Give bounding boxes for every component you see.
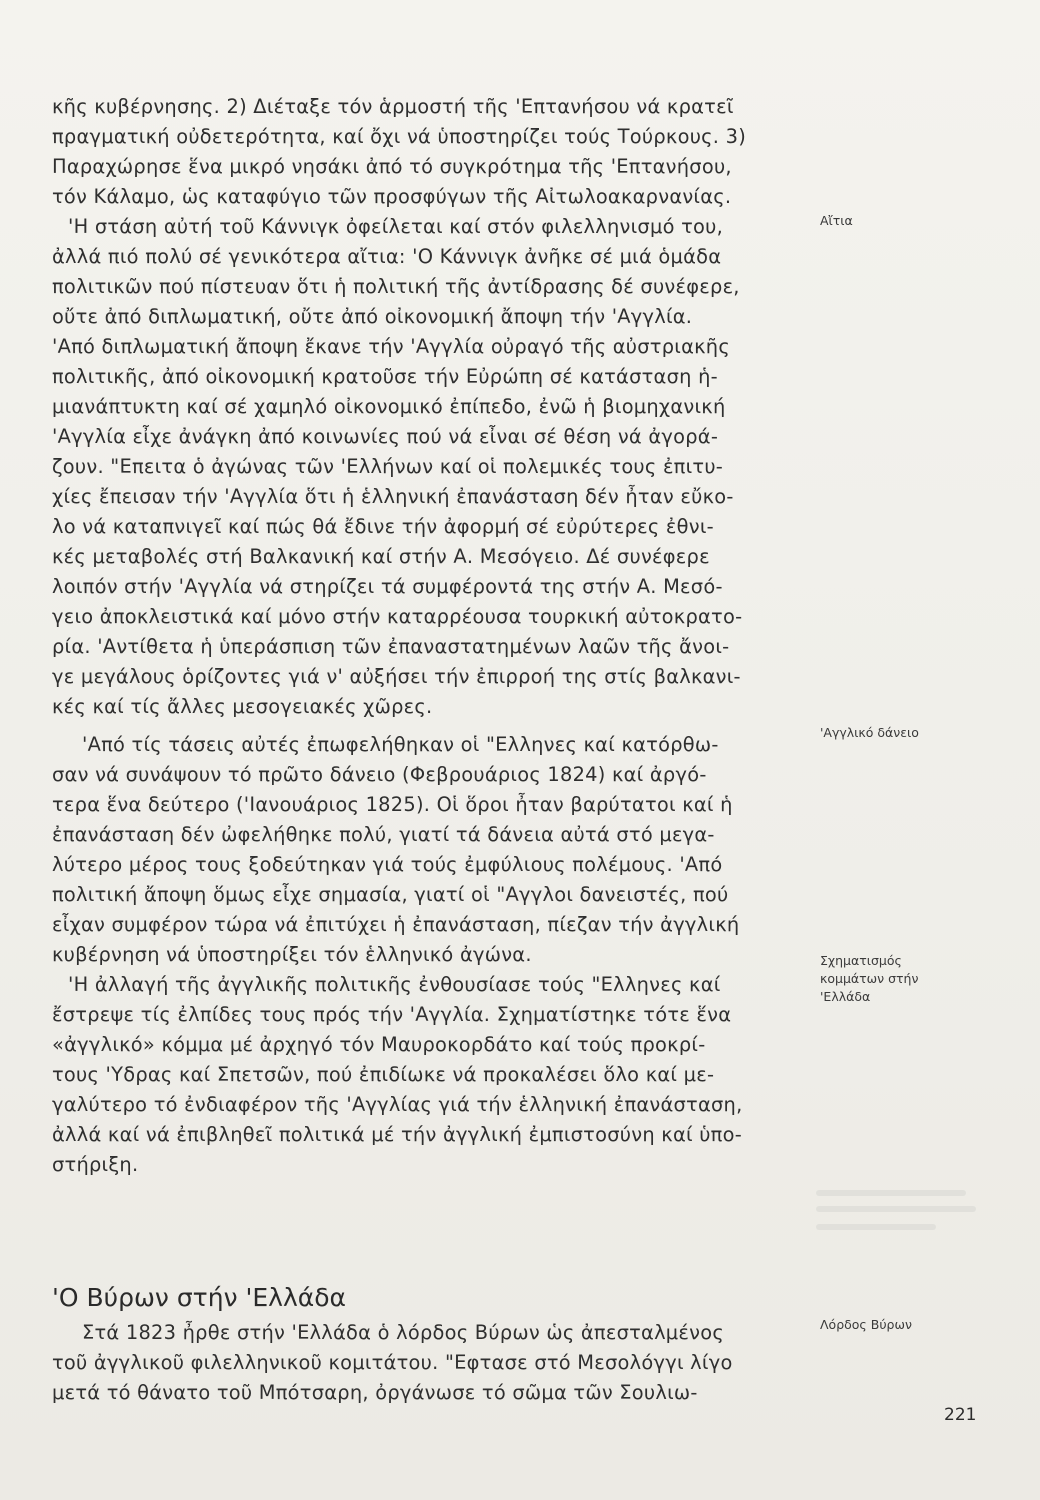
- text-line: ἐπανάσταση δέν ὠφελήθηκε πολύ, γιατί τά δάνεια αὐτά στό μεγα-: [52, 823, 715, 846]
- text-line: λοιπόν στήν 'Αγγλία νά στηρίζει τά συμφέροντά της στήν Α. Μεσό-: [52, 575, 723, 598]
- text-line: τους 'Υδρας καί Σπετσῶν, πού ἐπιδίωκε νά προκαλέσει ὅλο καί με-: [52, 1063, 715, 1086]
- text-line: ζουν. "Επειτα ὁ ἀγώνας τῶν 'Ελλήνων καί οἱ πολεμικές τους ἐπιτυ-: [52, 455, 724, 478]
- text-line: γε μεγάλους ὁρίζοντες γιά ν' αὐξήσει τήν ἐπιρροή της στίς βαλκανι-: [52, 665, 741, 688]
- margin-note-text: 'Ελλάδα: [820, 989, 871, 1004]
- text-line: τοῦ ἀγγλικοῦ φιλελληνικοῦ κομιτάτου. "Εφτασε στό Μεσολόγγι λίγο: [52, 1351, 733, 1374]
- section-heading: 'Ο Βύρων στήν 'Ελλάδα: [52, 1283, 346, 1312]
- text-line: λο νά καταπνιγεῖ καί πώς θά ἔδινε τήν ἀφορμή σέ εὐρύτερες ἐθνι-: [52, 515, 714, 538]
- text-line: στήριξη.: [52, 1153, 139, 1176]
- text-line: κές μεταβολές στή Βαλκανική καί στήν Α. Μεσόγειο. Δέ συνέφερε: [52, 545, 710, 568]
- text-line: τόν Κάλαμο, ὡς καταφύγιο τῶν προσφύγων τῆς Αἰτωλοακαρνανίας.: [52, 185, 732, 208]
- text-line: χίες ἔπεισαν τήν 'Αγγλία ὅτι ἡ ἑλληνική ἐπανάσταση δέν ἦταν εὔκο-: [52, 485, 734, 508]
- margin-note-parties: [820, 952, 990, 1006]
- margin-note-byron: [820, 1316, 990, 1334]
- margin-note-aitia: [820, 212, 990, 230]
- bleed-through-mark: [816, 1224, 936, 1230]
- text-line: πολιτικῶν πού πίστευαν ὅτι ἡ πολιτική τῆς ἀντίδρασης δέ συνέφερε,: [52, 275, 740, 298]
- text-line: μετά τό θάνατο τοῦ Μπότσαρη, ὀργάνωσε τό σῶμα τῶν Σουλιω-: [52, 1381, 698, 1404]
- page-number: 221: [944, 1405, 977, 1425]
- text-line: 'Η στάση αὐτή τοῦ Κάννιγκ ὀφείλεται καί στόν φιλελληνισμό του,: [68, 215, 724, 238]
- text-line: πολιτική ἄποψη ὅμως εἶχε σημασία, γιατί οἱ "Αγγλοι δανειστές, πού: [52, 883, 729, 906]
- bleed-through-mark: [816, 1206, 976, 1212]
- text-line: 'Από διπλωματική ἄποψη ἔκανε τήν 'Αγγλία οὐραγό τῆς αὐστριακῆς: [52, 335, 730, 358]
- bleed-through-mark: [816, 1190, 966, 1196]
- text-line: Παραχώρησε ἕνα μικρό νησάκι ἀπό τό συγκρότημα τῆς 'Επτανήσου,: [52, 155, 732, 178]
- text-line: τερα ἕνα δεύτερο ('Ιανουάριος 1825). Οἱ ὅροι ἦταν βαρύτατοι καί ἡ: [52, 793, 733, 816]
- text-line: κές καί τίς ἄλλες μεσογειακές χῶρες.: [52, 695, 433, 718]
- text-line: πραγματική οὐδετερότητα, καί ὄχι νά ὑποστηρίζει τούς Τούρκους. 3): [52, 125, 747, 148]
- text-line: λύτερο μέρος τους ξοδεύτηκαν γιά τούς ἐμφύλιους πολέμους. 'Από: [52, 853, 723, 876]
- text-line: κῆς κυβέρνησης. 2) Διέταξε τόν ἁρμοστή τῆς 'Επτανήσου νά κρατεῖ: [52, 95, 734, 118]
- text-line: Στά 1823 ἦρθε στήν 'Ελλάδα ὁ λόρδος Βύρων ὡς ἀπεσταλμένος: [82, 1321, 724, 1344]
- margin-note-text: Σχηματισμός: [820, 953, 902, 968]
- margin-note-text: Αἴτια: [820, 213, 853, 228]
- text-line: κυβέρνηση νά ὑποστηρίξει τόν ἑλληνικό ἀγώνα.: [52, 943, 532, 966]
- margin-note-text: κομμάτων στήν: [820, 971, 919, 986]
- margin-note-loan: [820, 724, 990, 742]
- text-line: γειο ἀποκλειστικά καί μόνο στήν καταρρέουσα τουρκική αὐτοκρατο-: [52, 605, 743, 628]
- text-line: «ἀγγλικό» κόμμα μέ ἀρχηγό τόν Μαυροκορδάτο καί τούς προκρί-: [52, 1033, 706, 1056]
- text-line: σαν νά συνάψουν τό πρῶτο δάνειο (Φεβρουάριος 1824) καί ἀργό-: [52, 763, 707, 786]
- text-line: 'Αγγλία εἶχε ἀνάγκη ἀπό κοινωνίες πού νά εἶναι σέ θέση νά ἀγορά-: [52, 425, 719, 448]
- text-line: 'Από τίς τάσεις αὐτές ἐπωφελήθηκαν οἱ "Ελληνες καί κατόρθω-: [82, 733, 719, 756]
- text-line: ἔστρεψε τίς ἐλπίδες τους πρός τήν 'Αγγλία. Σχηματίστηκε τότε ἕνα: [52, 1003, 732, 1026]
- text-line: ρία. 'Αντίθετα ἡ ὑπεράσπιση τῶν ἐπαναστατημένων λαῶν τῆς ἄνοι-: [52, 635, 730, 658]
- margin-note-text: 'Αγγλικό δάνειο: [820, 725, 919, 740]
- text-line: πολιτικῆς, ἀπό οἰκονομική κρατοῦσε τήν Εὐρώπη σέ κατάσταση ἡ-: [52, 365, 718, 388]
- text-line: μιανάπτυκτη καί σέ χαμηλό οἰκονομικό ἐπίπεδο, ἐνῶ ἡ βιομηχανική: [52, 395, 726, 418]
- text-line: ἀλλά καί νά ἐπιβληθεῖ πολιτικά μέ τήν ἀγγλική ἐμπιστοσύνη καί ὑπο-: [52, 1123, 742, 1146]
- text-line: ἀλλά πιό πολύ σέ γενικότερα αἴτια: 'Ο Κάννιγκ ἀνῆκε σέ μιά ὁμάδα: [52, 245, 722, 268]
- text-line: οὔτε ἀπό διπλωματική, οὔτε ἀπό οἰκονομική ἄποψη τήν 'Αγγλία.: [52, 305, 693, 328]
- text-line: εἶχαν συμφέρον τώρα νά ἐπιτύχει ἡ ἐπανάσταση, πίεζαν τήν ἀγγλική: [52, 913, 740, 936]
- text-line: 'Η ἀλλαγή τῆς ἀγγλικῆς πολιτικῆς ἐνθουσίασε τούς "Ελληνες καί: [68, 973, 721, 996]
- text-line: γαλύτερο τό ἐνδιαφέρον τῆς 'Αγγλίας γιά τήν ἑλληνική ἐπανάσταση,: [52, 1093, 743, 1116]
- margin-note-text: Λόρδος Βύρων: [820, 1317, 912, 1332]
